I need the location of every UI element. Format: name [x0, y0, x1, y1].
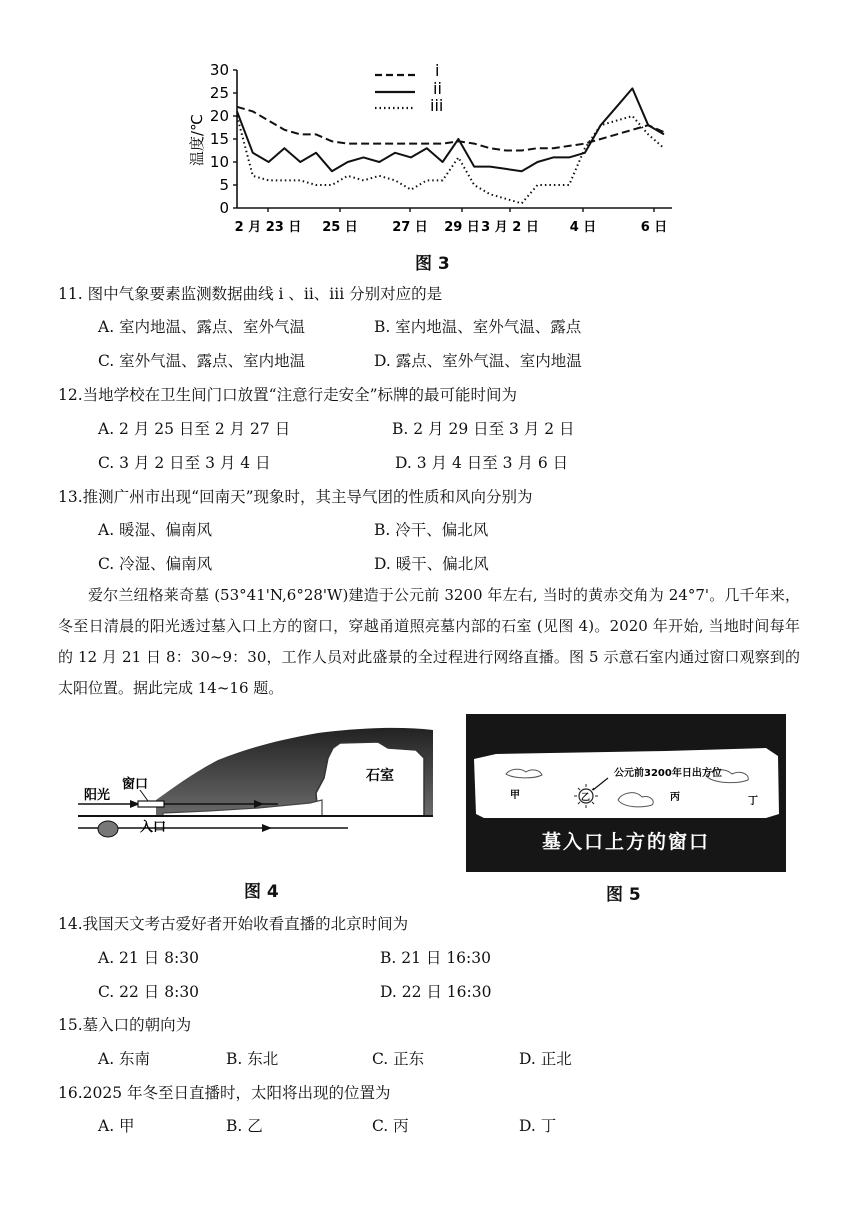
q13-option-b: B. 冷干、偏北风 — [374, 521, 489, 539]
q15-option-a: A. 东南 — [98, 1050, 151, 1068]
q13-stem: 13.推测广州市出现“回南天”现象时，其主导气团的性质和风向分别为 — [58, 488, 533, 506]
q15-option-b: B. 东北 — [226, 1050, 279, 1068]
series-line-i — [237, 107, 664, 151]
q15-stem: 15.墓入口的朝向为 — [58, 1016, 192, 1034]
x-tick-label: 29 日 — [444, 220, 480, 235]
legend-label-ii: ii — [433, 79, 442, 98]
q12-option-c: C. 3 月 2 日至 3 月 4 日 — [98, 454, 271, 472]
label-chamber: 石室 — [366, 768, 394, 784]
q12-option-d: D. 3 月 4 日至 3 月 6 日 — [395, 454, 569, 472]
fig5-caption: 图 5 — [606, 885, 641, 905]
x-tick-label: 2 月 23 日 — [234, 220, 302, 235]
q15-option-d: D. 正北 — [519, 1050, 572, 1068]
series-line-iii — [237, 116, 664, 203]
q12-option-b: B. 2 月 29 日至 3 月 2 日 — [392, 420, 575, 438]
passage-text: 爱尔兰纽格莱奇墓 (53°41'N,6°28'W)建造于公元前 3200 年左右, 当时的黄赤交角为 24°7'。几千年来，冬至日清晨的阳光透过墓入口上方的窗口，穿越甬道照亮墓内部的石室 (见图 4)。2020 年开始, 当地时间每年的 12 月 21 日 8：30~9：30，工作人员对此盛景的全过程进行网络直播。图 5 示意石室内通过窗口观察到的太阳位置。据此完成 14~16 题。 — [58, 586, 800, 697]
y-tick-label: 30 — [209, 61, 229, 79]
x-tick-label: 3 月 2 日 — [481, 220, 539, 235]
y-tick-label: 0 — [219, 199, 229, 217]
series-line-ii — [237, 88, 664, 171]
y-tick-label: 25 — [209, 84, 229, 102]
q11-stem: 11. 图中气象要素监测数据曲线 i 、ii、iii 分别对应的是 — [58, 285, 443, 303]
y-tick-label: 15 — [209, 130, 229, 148]
y-tick-label: 20 — [209, 107, 229, 125]
q11-option-c: C. 室外气温、露点、室内地温 — [98, 352, 306, 370]
legend — [375, 61, 443, 115]
q11-option-d: D. 露点、室外气温、室内地温 — [374, 352, 582, 370]
q16-option-c: C. 丙 — [372, 1117, 409, 1135]
arrow-head-lower — [262, 824, 272, 832]
q14-option-b: B. 21 日 16:30 — [380, 949, 491, 967]
window-slot — [138, 801, 164, 807]
q14-option-c: C. 22 日 8:30 — [98, 983, 200, 1001]
label-yi: 乙 — [581, 793, 591, 803]
q16-stem: 16.2025 年冬至日直播时，太阳将出现的位置为 — [58, 1084, 391, 1102]
label-jia: 甲 — [510, 790, 520, 801]
x-tick-label: 6 日 — [640, 220, 668, 235]
q14-option-a: A. 21 日 8:30 — [98, 949, 199, 967]
label-entrance: 入口 — [140, 820, 167, 835]
q16-option-a: A. 甲 — [98, 1117, 135, 1135]
y-axis-label: 温度/℃ — [188, 114, 206, 166]
x-tick-label: 25 日 — [322, 220, 358, 235]
y-tick-label: 5 — [219, 176, 229, 194]
q16-option-d: D. 丁 — [519, 1117, 557, 1135]
x-tick-label: 4 日 — [569, 220, 597, 235]
y-tick-label: 10 — [209, 153, 229, 171]
temperature-chart — [180, 55, 680, 245]
q11-option-a: A. 室内地温、露点、室外气温 — [98, 318, 306, 336]
entrance-stone — [98, 821, 118, 837]
label-window: 窗口 — [122, 777, 149, 792]
fig4-caption: 图 4 — [244, 882, 279, 902]
fig3-caption: 图 3 — [415, 254, 450, 274]
q12-option-a: A. 2 月 25 日至 2 月 27 日 — [98, 420, 291, 438]
x-tick-label: 27 日 — [392, 220, 428, 235]
q15-option-c: C. 正东 — [372, 1050, 425, 1068]
fig5-title: 墓入口上方的窗口 — [541, 831, 711, 853]
legend-label-iii: iii — [430, 96, 444, 115]
q13-option-c: C. 冷湿、偏南风 — [98, 555, 213, 573]
label-sun-position: 公元前3200年日出方位 — [614, 768, 722, 779]
label-sunlight: 阳光 — [84, 788, 111, 803]
q14-option-d: D. 22 日 16:30 — [380, 983, 492, 1001]
q14-stem: 14.我国天文考古爱好者开始收看直播的北京时间为 — [58, 915, 409, 933]
q13-option-d: D. 暖干、偏北风 — [374, 555, 489, 573]
fig4-tomb-diagram — [78, 718, 438, 868]
legend-label-i: i — [435, 61, 440, 80]
q12-stem: 12.当地学校在卫生间门口放置“注意行走安全”标牌的最可能时间为 — [58, 386, 518, 404]
label-bing: 丙 — [670, 792, 680, 803]
label-ding: 丁 — [748, 796, 758, 807]
fig5-window-view — [466, 714, 786, 872]
q13-option-a: A. 暖湿、偏南风 — [98, 521, 213, 539]
q16-option-b: B. 乙 — [226, 1117, 263, 1135]
passage — [58, 580, 800, 704]
q11-option-b: B. 室内地温、室外气温、露点 — [374, 318, 582, 336]
